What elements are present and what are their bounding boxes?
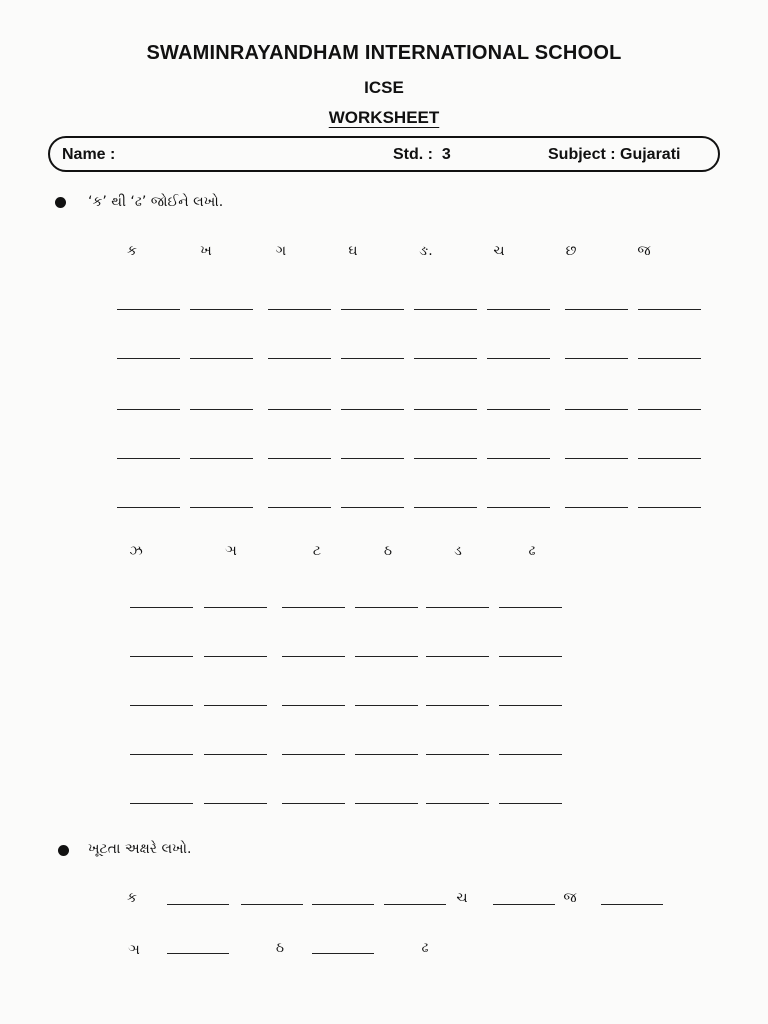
writing-line — [565, 507, 628, 508]
writing-line — [487, 458, 550, 459]
letter-cell: જ — [563, 890, 577, 906]
writing-line — [130, 656, 193, 657]
std-label: Std. : — [393, 146, 433, 163]
writing-line — [117, 309, 180, 310]
answer-line — [167, 904, 229, 905]
writing-line — [282, 754, 345, 755]
writing-line — [414, 507, 477, 508]
name-label: Name : — [62, 146, 116, 163]
letter-cell: ડ — [454, 543, 462, 559]
letter-cell: ઠ — [383, 543, 393, 559]
writing-line — [204, 803, 267, 804]
letter-cell: ઙ. — [419, 243, 433, 259]
letter-cell: છ — [565, 243, 577, 259]
writing-line — [268, 507, 331, 508]
subject-label: Subject : — [548, 146, 616, 163]
writing-line — [355, 754, 418, 755]
writing-line — [341, 507, 404, 508]
writing-line — [414, 358, 477, 359]
writing-line — [487, 358, 550, 359]
writing-line — [499, 754, 562, 755]
writing-line — [204, 754, 267, 755]
writing-line — [487, 409, 550, 410]
answer-line — [312, 904, 374, 905]
writing-line — [341, 358, 404, 359]
letter-cell: ચ — [456, 890, 468, 906]
answer-line — [384, 904, 446, 905]
writing-line — [565, 358, 628, 359]
section2-instruction: ખૂટતા અક્ષરે લખો. — [88, 841, 192, 857]
writing-line — [414, 309, 477, 310]
answer-line — [241, 904, 303, 905]
letter-cell: ઠ — [275, 940, 285, 956]
writing-line — [268, 409, 331, 410]
subject-value: Gujarati — [620, 146, 681, 163]
letter-cell: ઞ — [225, 543, 237, 559]
writing-line — [268, 309, 331, 310]
bullet-icon — [58, 845, 69, 856]
answer-line — [312, 953, 374, 954]
writing-line — [426, 754, 489, 755]
worksheet-title-wrap — [0, 108, 768, 128]
section1-instruction: ‘ક’ થી ‘ઢ’ જોઈને લખો. — [88, 194, 224, 210]
writing-line — [638, 458, 701, 459]
bullet-icon — [55, 197, 66, 208]
writing-line — [414, 409, 477, 410]
writing-line — [204, 705, 267, 706]
writing-line — [204, 607, 267, 608]
writing-line — [638, 358, 701, 359]
subject-field — [548, 146, 680, 164]
writing-line — [130, 607, 193, 608]
student-info-box — [48, 136, 720, 172]
writing-line — [499, 607, 562, 608]
writing-line — [341, 309, 404, 310]
std-value: 3 — [441, 146, 451, 163]
writing-line — [282, 656, 345, 657]
school-name: SWAMINRAYANDHAM INTERNATIONAL SCHOOL — [146, 42, 622, 64]
writing-line — [341, 409, 404, 410]
writing-line — [282, 705, 345, 706]
writing-line — [499, 803, 562, 804]
writing-line — [190, 507, 253, 508]
writing-line — [426, 705, 489, 706]
letter-cell: ચ — [493, 243, 505, 259]
writing-line — [117, 507, 180, 508]
answer-line — [493, 904, 555, 905]
writing-line — [565, 458, 628, 459]
letter-cell: ઢ — [528, 543, 536, 559]
worksheet-title: WORKSHEET — [328, 108, 440, 127]
writing-line — [341, 458, 404, 459]
writing-line — [426, 656, 489, 657]
letter-cell: ક — [127, 243, 137, 259]
writing-line — [487, 507, 550, 508]
letter-cell: ગ — [275, 243, 287, 259]
letter-cell: ઘ — [348, 243, 358, 259]
writing-line — [355, 607, 418, 608]
writing-line — [414, 458, 477, 459]
writing-line — [638, 409, 701, 410]
letter-cell: ઞ — [128, 942, 140, 958]
letter-cell: ખ — [200, 243, 212, 259]
writing-line — [204, 656, 267, 657]
writing-line — [355, 705, 418, 706]
writing-line — [268, 358, 331, 359]
writing-line — [117, 358, 180, 359]
writing-line — [190, 409, 253, 410]
board-name: ICSE — [364, 78, 404, 97]
writing-line — [282, 803, 345, 804]
writing-line — [638, 309, 701, 310]
writing-line — [426, 607, 489, 608]
letter-cell: ટ — [312, 543, 322, 559]
answer-line — [601, 904, 663, 905]
writing-line — [190, 358, 253, 359]
writing-line — [499, 656, 562, 657]
letter-cell: ઝ — [129, 543, 143, 559]
writing-line — [565, 409, 628, 410]
writing-line — [130, 754, 193, 755]
writing-line — [355, 656, 418, 657]
writing-line — [130, 705, 193, 706]
letter-cell: ઢ — [421, 940, 429, 956]
letter-cell: ક — [127, 890, 137, 906]
writing-line — [282, 607, 345, 608]
writing-line — [117, 458, 180, 459]
writing-line — [638, 507, 701, 508]
writing-line — [487, 309, 550, 310]
writing-line — [190, 458, 253, 459]
writing-line — [190, 309, 253, 310]
writing-line — [268, 458, 331, 459]
writing-line — [117, 409, 180, 410]
std-field — [393, 146, 451, 164]
writing-line — [565, 309, 628, 310]
letter-cell: જ — [637, 243, 651, 259]
writing-line — [130, 803, 193, 804]
writing-line — [355, 803, 418, 804]
writing-line — [426, 803, 489, 804]
answer-line — [167, 953, 229, 954]
writing-line — [499, 705, 562, 706]
